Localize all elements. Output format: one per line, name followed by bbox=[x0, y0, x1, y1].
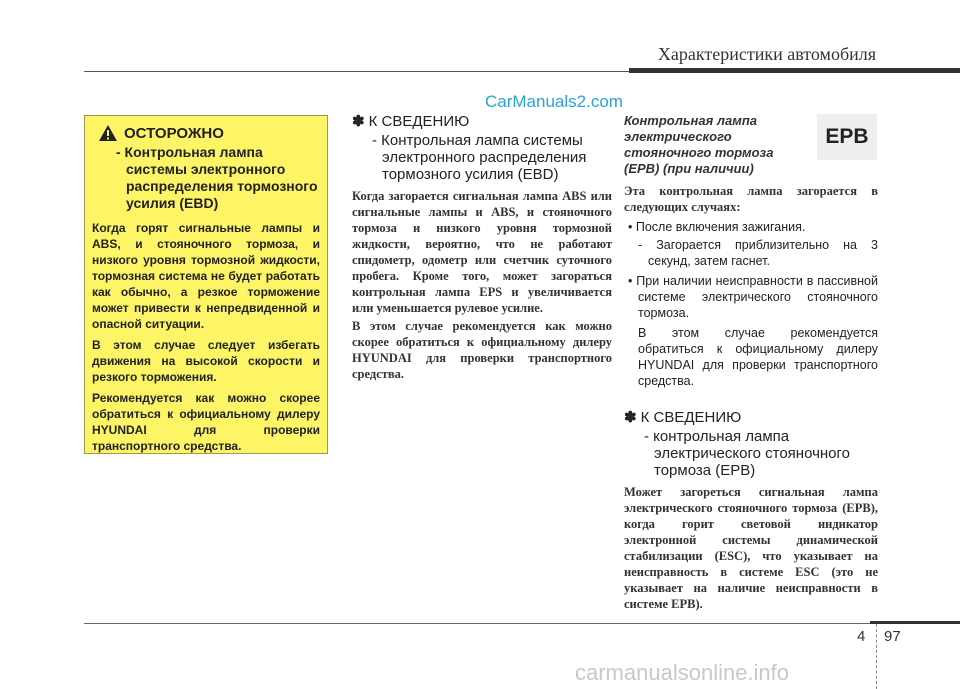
epb-section-title: Контрольная лампа электрического стояночного тормоза (EPB) (при наличии) bbox=[624, 113, 774, 176]
epb-indicator-badge: EPB bbox=[817, 114, 877, 160]
header-rule-accent bbox=[629, 68, 960, 73]
chapter-number: 4 bbox=[857, 628, 866, 645]
note-subtitle: - контрольная лампа электрического стояночного тормоза (EPB) bbox=[644, 428, 851, 479]
note-star-icon: ✽ bbox=[352, 113, 365, 130]
epb-dash-item: - Загорается приблизительно на 3 секунд, затем гаснет. bbox=[638, 238, 878, 268]
column-right bbox=[624, 113, 878, 614]
epb-lead: Эта контрольная лампа загорается в следующих случаях: bbox=[624, 184, 878, 214]
warning-triangle-icon bbox=[98, 124, 118, 142]
caution-subtitle: - Контрольная лампа системы электронного распределения тормозного усилия (EBD) bbox=[116, 144, 318, 211]
header-title: Характеристики автомобиля bbox=[657, 44, 876, 64]
note-paragraph: Когда загорается сигнальная лампа ABS или сигнальные лампы и ABS, и стояночного тормоза и низкого уровня тормозной жидкости, вероятно, что не работают спидометр, одометр или счетчик суточного пробега. Кроме того, может загораться контрольная лампа EPS и увеличивается или уменьшается рулевое усилие. bbox=[352, 189, 612, 315]
note-subtitle: - Контрольная лампа системы электронного распределения тормозного усилия (EBD) bbox=[372, 132, 587, 183]
epb-bullet: • При наличии неисправности в пассивной системе электрического стояночного тормоза. bbox=[628, 274, 878, 320]
page-number: 97 bbox=[884, 628, 901, 645]
note-title: К СВЕДЕНИЮ bbox=[640, 409, 742, 426]
caution-heading bbox=[98, 124, 320, 142]
note-title: К СВЕДЕНИЮ bbox=[368, 113, 470, 130]
note-star-icon: ✽ bbox=[624, 409, 637, 426]
note-paragraph: Может загореться сигнальная лампа электрического стояночного тормоза (EPB), когда горит световой индикатор электронной системы динамической стабилизации (ESC), что указывает на неисправность в системе ESC (это не указывает на наличие неисправности в системе EPB). bbox=[624, 485, 878, 611]
epb-paragraph: В этом случае рекомендуется обратиться к официальному дилеру HYUNDAI для проверки транспортного средства. bbox=[638, 326, 878, 388]
footer-rule bbox=[84, 623, 960, 624]
epb-bullet: • После включения зажигания. bbox=[628, 220, 806, 234]
caution-paragraph: В этом случае следует избегать движения на высокой скорости и резкого торможения. bbox=[92, 338, 320, 384]
caution-title: ОСТОРОЖНО bbox=[124, 124, 224, 142]
caution-box bbox=[84, 115, 328, 454]
header-rule bbox=[84, 71, 629, 72]
page-separator bbox=[876, 624, 878, 689]
caution-paragraph: Когда горят сигнальные лампы и ABS, и стояночного тормоза, и низкого уровня тормозной жидкости, тормозная система не будет работать как обычно, а резкое торможение может привести к непредвиденной и опасной ситуации. bbox=[92, 221, 320, 331]
note-heading bbox=[352, 113, 612, 131]
caution-paragraph: Рекомендуется как можно скорее обратиться к официальному дилеру HYUNDAI для проверки транспортного средства. bbox=[92, 391, 320, 453]
footer-rule-accent bbox=[870, 621, 960, 624]
watermark-top: CarManuals2.com bbox=[485, 92, 623, 111]
note-paragraph: В этом случае рекомендуется как можно скорее обратиться к официальному дилеру HYUNDAI для проверки транспортного средства. bbox=[352, 319, 612, 381]
column-middle bbox=[352, 113, 612, 384]
watermark-bottom: carmanualsonline.info bbox=[575, 660, 790, 685]
note-heading bbox=[624, 409, 878, 427]
